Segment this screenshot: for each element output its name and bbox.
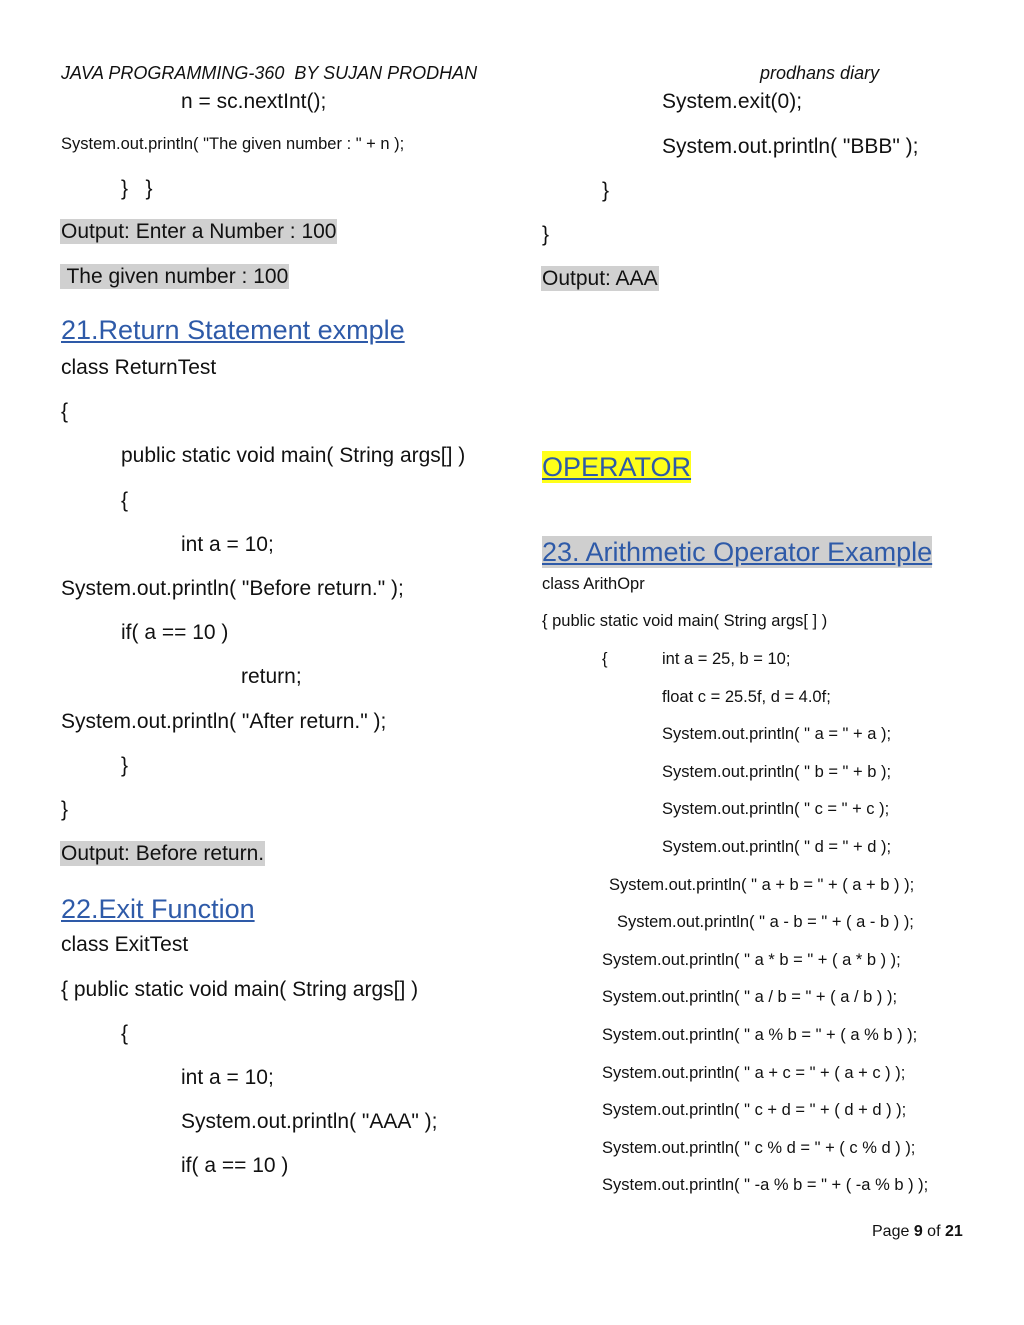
code-line: System.out.println( "The given number : " + n ); [61,135,405,153]
output-line: Output: AAA [542,267,658,290]
code-line: class ReturnTest [61,356,217,379]
code-line: } [602,179,610,202]
code-line: System.out.println( " -a % b = " + ( -a % b ) ); [602,1176,929,1194]
code-line: } } [121,177,153,200]
header-title: JAVA PROGRAMMING-360 BY SUJAN PRODHAN [61,63,478,83]
code-line: if( a == 10 ) [181,1154,289,1177]
code-line: System.out.println( " a + b = " + ( a + b ) ); [609,876,915,894]
section-heading-21: 21.Return Statement exmple [61,315,405,345]
code-line: System.out.println( "BBB" ); [662,135,919,158]
code-line: { [121,1022,129,1045]
code-line: class ArithOpr [542,575,645,593]
output-line: Output: Before return. [61,842,265,865]
code-line: } [542,223,550,246]
code-line: class ExitTest [61,933,189,956]
code-line: System.out.println( " a - b = " + ( a - b ) ); [617,913,914,931]
code-line: return; [241,665,302,688]
page-of: of [922,1223,945,1240]
code-line: { [602,650,608,668]
output-line: The given number : 100 [61,265,289,288]
page-total: 21 [944,1223,963,1240]
output-line: Output: Enter a Number : 100 [61,220,337,243]
code-line: System.out.println( " b = " + b ); [662,763,892,781]
code-line: System.out.println( " a * b = " + ( a * b ) ); [602,951,901,969]
code-line: int a = 10; [181,1066,274,1089]
code-line: int a = 10; [181,533,274,556]
code-line: public static void main( String args[] ) [121,444,466,467]
operator-heading: OPERATOR [542,452,692,482]
page-word: Page [872,1223,914,1240]
code-line: { [121,489,129,512]
code-line: System.out.println( " a + c = " + ( a + c ) ); [602,1064,906,1082]
code-line: { public static void main( String args[ ] ) [542,612,828,630]
section-heading-23: 23. Arithmetic Operator Example [542,537,933,567]
code-line: } [61,798,69,821]
header-right: prodhans diary [760,63,880,83]
code-line: System.out.println( " a / b = " + ( a / b ) ); [602,988,898,1006]
code-line: System.out.println( " a % b = " + ( a % b ) ); [602,1026,918,1044]
code-line: System.out.println( "After return." ); [61,710,387,733]
page-current: 9 [913,1223,923,1240]
code-line: System.out.println( " c + d = " + ( d + d ) ); [602,1101,907,1119]
code-line: } [121,754,129,777]
code-line: System.out.println( "AAA" ); [181,1110,438,1133]
section-heading-22: 22.Exit Function [61,894,255,924]
code-line: int a = 25, b = 10; [662,650,791,668]
code-line: System.exit(0); [662,90,803,113]
page-number [872,1222,963,1241]
code-line: System.out.println( " c = " + c ); [662,800,890,818]
code-line: { [61,400,69,423]
code-line: System.out.println( " a = " + a ); [662,725,892,743]
code-line: float c = 25.5f, d = 4.0f; [662,688,831,706]
code-line: { public static void main( String args[] ) [61,978,419,1001]
code-line: System.out.println( " d = " + d ); [662,838,892,856]
code-line: n = sc.nextInt(); [181,90,327,113]
code-line: System.out.println( " c % d = " + ( c % d ) ); [602,1139,916,1157]
code-line: if( a == 10 ) [121,621,229,644]
code-line: System.out.println( "Before return." ); [61,577,404,600]
